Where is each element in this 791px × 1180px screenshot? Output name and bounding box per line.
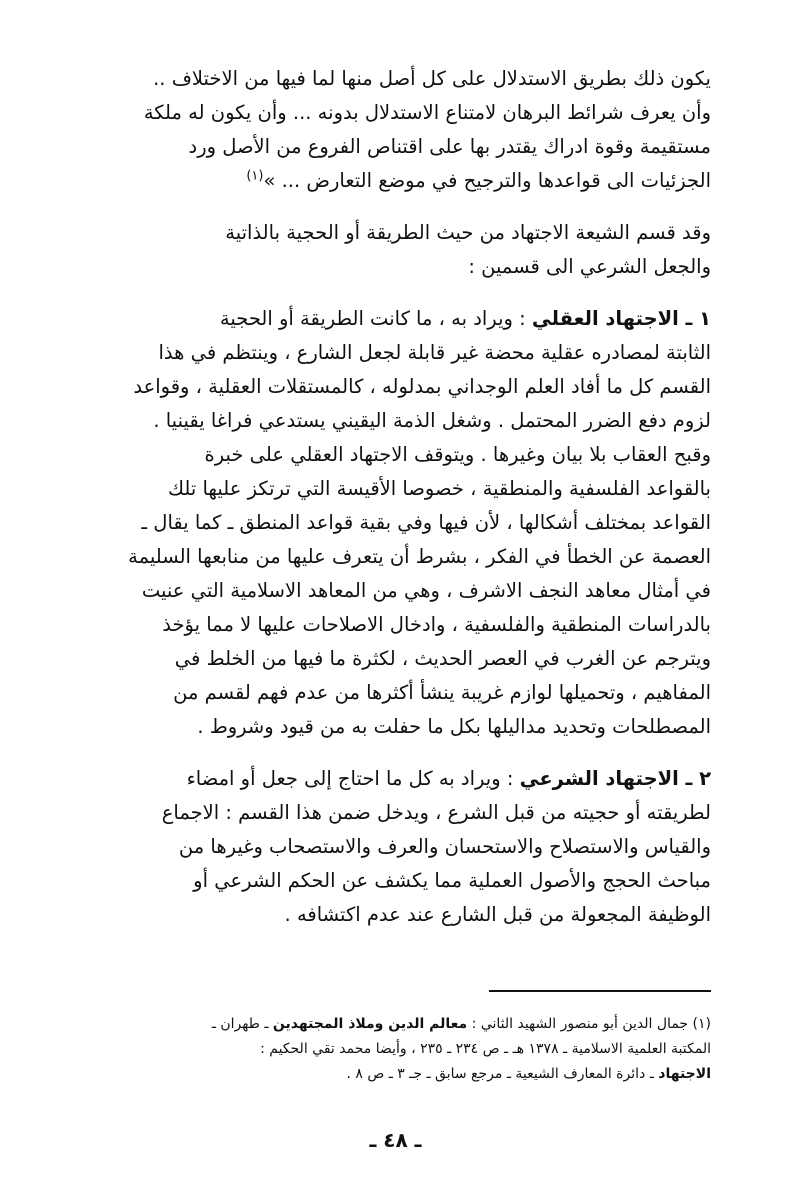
text-line: المصطلحات وتحديد مداليلها بكل ما حفلت به من قيود وشروط . bbox=[197, 715, 711, 738]
text-line: العصمة عن الخطأ في الفكر ، بشرط أن يتعرف عليها من منابعها السليمة bbox=[128, 545, 711, 568]
footnote-book-title: معالم الدين وملاذ المجتهدين bbox=[272, 1016, 468, 1032]
footnote-reference[interactable]: (١) bbox=[246, 168, 264, 184]
text-line: مستقيمة وقوة ادراك يقتدر بها على اقتناص الفروع من الأصل ورد bbox=[188, 135, 711, 158]
text-line bbox=[71, 302, 711, 336]
footnote-text: (١) جمال الدين أبو منصور الشهيد الثاني : bbox=[471, 1016, 711, 1032]
footnote-text: ـ طهران ـ bbox=[211, 1016, 269, 1032]
text-line: الوظيفة المجعولة من قبل الشارع عند عدم اكتشافه . bbox=[284, 903, 711, 926]
text-line: لزوم دفع الضرر المحتمل . وشغل الذمة اليقيني يستدعي فراغا يقينيا . bbox=[153, 409, 711, 432]
text-line-content: : ويراد به ، ما كانت الطريقة أو الحجية bbox=[219, 307, 526, 330]
text-line: والقياس والاستصلاح والاستحسان والعرف والاستصحاب وغيرها من bbox=[178, 835, 711, 858]
text-line-content: : ويراد به كل ما احتاج إلى جعل أو امضاء bbox=[186, 767, 514, 790]
footnote-divider bbox=[489, 990, 711, 992]
text-line: بالقواعد الفلسفية والمنطقية ، خصوصا الأقيسة التي ترتكز عليها تلك bbox=[167, 477, 711, 500]
main-text bbox=[71, 62, 711, 932]
text-line: المفاهيم ، وتحميلها لوازم غريبة ينشأ أكثرها من عدم فهم لقسم من bbox=[173, 681, 711, 704]
text-line bbox=[71, 762, 711, 796]
text-line: وقد قسم الشيعة الاجتهاد من حيث الطريقة أو الحجية بالذاتية bbox=[225, 221, 711, 244]
page-number: ـ ٤٨ ـ bbox=[369, 1128, 422, 1152]
text-line: وأن يعرف شرائط البرهان لامتناع الاستدلال بدونه ... وأن يكون له ملكة bbox=[143, 101, 711, 124]
paragraph-rational-ijtihad bbox=[71, 302, 711, 744]
text-line bbox=[71, 164, 711, 198]
text-line: الثابتة لمصادره عقلية محضة غير قابلة لجعل الشارع ، وينتظم في هذا bbox=[158, 341, 711, 364]
text-line: لطريقته أو حجيته من قبل الشرع ، ويدخل ضمن هذا القسم : الاجماع bbox=[161, 801, 711, 824]
footnote-line bbox=[71, 1012, 711, 1037]
text-line-content: الجزئيات الى قواعدها والترجيح في موضع التعارض ... » bbox=[263, 169, 711, 192]
footnote-book-title: الاجتهاد bbox=[658, 1066, 711, 1082]
footnote bbox=[71, 1012, 711, 1087]
text-line: وقبح العقاب بلا بيان وغيرها . ويتوقف الاجتهاد العقلي على خبرة bbox=[204, 443, 711, 466]
text-line: مباحث الحجج والأصول العملية مما يكشف عن الحكم الشرعي أو bbox=[193, 869, 711, 892]
text-line: يكون ذلك بطريق الاستدلال على كل أصل منها لما فيها من الاختلاف .. bbox=[153, 67, 711, 90]
text-line: القسم كل ما أفاد العلم الوجداني بمدلوله ، كالمستقلات العقلية ، وقواعد bbox=[133, 375, 711, 398]
paragraph-1 bbox=[71, 62, 711, 198]
text-line: بالدراسات المنطقية والفلسفية ، وادخال الاصلاحات عليها لا مما يؤخذ bbox=[162, 613, 711, 636]
footnote-line bbox=[71, 1062, 711, 1087]
paragraph-2 bbox=[71, 216, 711, 284]
footnote-text: ـ دائرة المعارف الشيعية ـ مرجع سابق ـ جـ ٣ ـ ص ٨ . bbox=[346, 1066, 654, 1082]
text-line: في أمثال معاهد النجف الاشرف ، وهي من المعاهد الاسلامية التي عنيت bbox=[141, 579, 711, 602]
section-term-legal: ٢ ـ الاجتهاد الشرعي bbox=[519, 767, 711, 790]
text-line: القواعد بمختلف أشكالها ، لأن فيها وفي بقية قواعد المنطق ـ كما يقال ـ bbox=[141, 511, 711, 534]
paragraph-legal-ijtihad bbox=[71, 762, 711, 932]
text-line: ويترجم عن الغرب في العصر الحديث ، لكثرة ما فيها من الخلط في bbox=[174, 647, 711, 670]
footnote-line: المكتبة العلمية الاسلامية ـ ١٣٧٨ هـ ـ ص ٢٣٤ ـ ٢٣٥ ، وأيضا محمد تقي الحكيم : bbox=[260, 1041, 711, 1057]
section-term-rational: ١ ـ الاجتهاد العقلي bbox=[531, 307, 711, 330]
text-line: والجعل الشرعي الى قسمين : bbox=[468, 255, 711, 278]
